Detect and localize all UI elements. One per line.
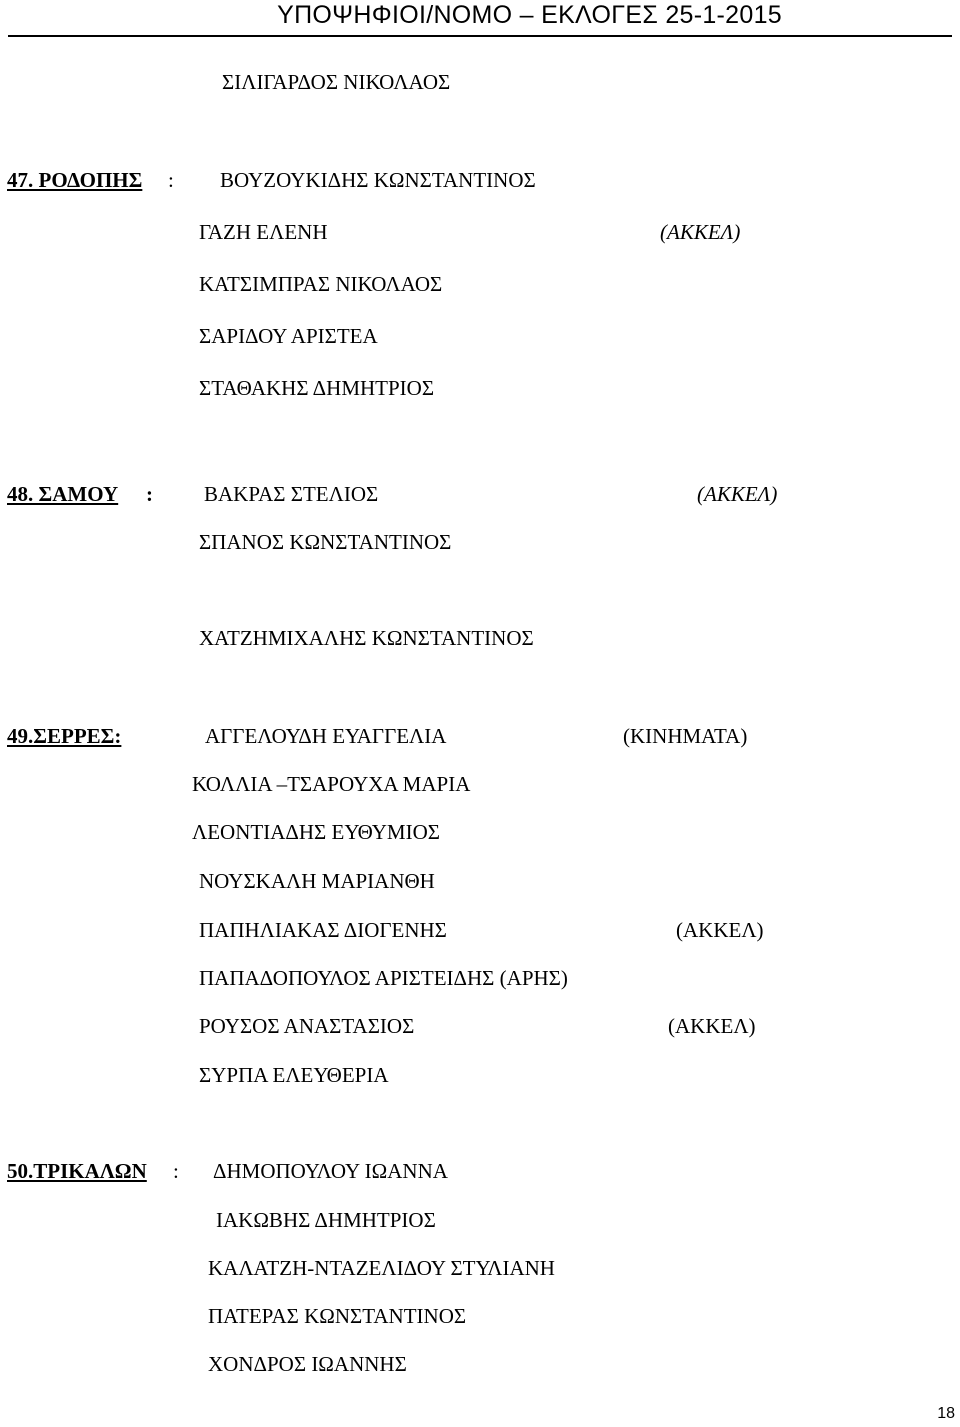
- section-50-candidate: ΧΟΝΔΡΟΣ ΙΩΑΝΝΗΣ: [208, 1352, 407, 1376]
- carryover-candidate: ΣΙΛΙΓΑΡΔΟΣ ΝΙΚΟΛΑΟΣ: [222, 70, 451, 94]
- section-49-label: 49.ΣΕΡΡΕΣ:: [7, 724, 122, 748]
- section-47-candidate: ΒΟΥΖΟΥΚΙΔΗΣ ΚΩΝΣΤΑΝΤΙΝΟΣ: [220, 168, 536, 192]
- section-50-candidate: ΚΑΛΑΤΖΗ-ΝΤΑΖΕΛΙΔΟΥ ΣΤΥΛΙΑΝΗ: [208, 1256, 555, 1280]
- section-50-candidate: ΙΑΚΩΒΗΣ ΔΗΜΗΤΡΙΟΣ: [216, 1208, 436, 1232]
- section-47-candidate: ΚΑΤΣΙΜΠΡΑΣ ΝΙΚΟΛΑΟΣ: [199, 272, 443, 296]
- header-rule: [8, 35, 952, 37]
- section-47-candidate: ΣΑΡΙΔΟΥ ΑΡΙΣΤΕΑ: [199, 324, 378, 348]
- section-47-party-tag: (ΑΚΚΕΛ): [660, 220, 741, 244]
- section-48-candidate: ΒΑΚΡΑΣ ΣΤΕΛΙΟΣ: [204, 482, 379, 506]
- section-48-label: 48. ΣΑΜΟΥ: [7, 482, 119, 506]
- section-48-party-tag: (ΑΚΚΕΛ): [697, 482, 778, 506]
- section-49-candidate: ΝΟΥΣΚΑΛΗ ΜΑΡΙΑΝΘΗ: [199, 869, 435, 893]
- section-49-party-tag: (ΚΙΝΗΜΑΤΑ): [623, 724, 748, 748]
- section-49-candidate: ΡΟΥΣΟΣ ΑΝΑΣΤΑΣΙΟΣ: [199, 1014, 415, 1038]
- section-50-candidate: ΔΗΜΟΠΟΥΛΟΥ ΙΩΑΝΝΑ: [213, 1159, 448, 1183]
- section-50-label: 50.ΤΡΙΚΑΛΩΝ: [7, 1159, 147, 1183]
- page-header-title: ΥΠΟΨΗΦΙΟΙ/ΝΟΜΟ – ΕΚΛΟΓΕΣ 25-1-2015: [277, 1, 782, 29]
- page-number: 18: [937, 1405, 955, 1422]
- section-48-candidate: ΣΠΑΝΟΣ ΚΩΝΣΤΑΝΤΙΝΟΣ: [199, 530, 452, 554]
- section-49-party-tag: (ΑΚΚΕΛ): [676, 918, 764, 942]
- section-48-candidate: ΧΑΤΖΗΜΙΧΑΛΗΣ ΚΩΝΣΤΑΝΤΙΝΟΣ: [199, 626, 534, 650]
- section-47-label: 47. ΡΟΔΟΠΗΣ: [7, 168, 143, 192]
- section-50-candidate: ΠΑΤΕΡΑΣ ΚΩΝΣΤΑΝΤΙΝΟΣ: [208, 1304, 467, 1328]
- section-50-colon: :: [173, 1159, 179, 1183]
- section-49-candidate: ΣΥΡΠΑ ΕΛΕΥΘΕΡΙΑ: [199, 1063, 389, 1087]
- section-47-candidate: ΓΑΖΗ ΕΛΕΝΗ: [199, 220, 328, 244]
- section-49-candidate: ΠΑΠΑΔΟΠΟΥΛΟΣ ΑΡΙΣΤΕΙΔΗΣ (ΑΡΗΣ): [199, 966, 568, 990]
- section-49-candidate: ΛΕΟΝΤΙΑΔΗΣ ΕΥΘΥΜΙΟΣ: [192, 820, 440, 844]
- section-47-candidate: ΣΤΑΘΑΚΗΣ ΔΗΜΗΤΡΙΟΣ: [199, 376, 435, 400]
- section-49-party-tag: (ΑΚΚΕΛ): [668, 1014, 756, 1038]
- section-49-candidate: ΚΟΛΛΙΑ –ΤΣΑΡΟΥΧΑ ΜΑΡΙΑ: [192, 772, 471, 796]
- section-47-colon: :: [168, 168, 174, 192]
- section-49-candidate: ΑΓΓΕΛΟΥΔΗ ΕΥΑΓΓΕΛΙΑ: [205, 724, 447, 748]
- section-49-candidate: ΠΑΠΗΛΙΑΚΑΣ ΔΙΟΓΕΝΗΣ: [199, 918, 447, 942]
- section-48-colon: :: [146, 482, 153, 506]
